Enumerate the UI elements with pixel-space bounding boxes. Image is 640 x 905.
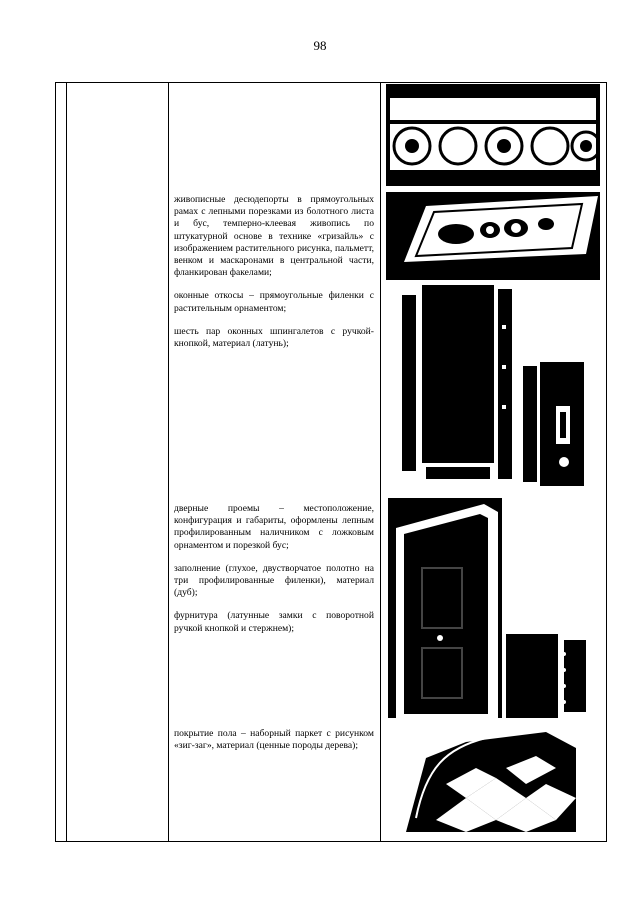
window-reveal-photo — [398, 285, 516, 485]
paragraph-door-openings: дверные проемы – местоположение, конфигурация и габариты, оформлены лепным профилированным наличником с ложковым орнаментом и порезкой бус; — [174, 503, 374, 551]
espagnolette-photo — [520, 362, 584, 486]
column-divider — [380, 83, 381, 841]
door-photo — [388, 498, 502, 718]
parquet-photo — [406, 728, 576, 832]
paragraph-door-filling: заполнение (глухое, двустворчатое полотно на три профилированные филенки), материал (дуб); — [174, 562, 374, 599]
page-number: 98 — [313, 38, 327, 53]
paragraph-sopraporte: живописные десюдепорты в прямоугольных рамах с лепными порезками из болотного листа и бус, темперно-клеевая живопись по штукатурной основе в технике «гризайль» с изображением растительного рисунка, пальметт, венком и маскаронами в центральной части, фланкирован факелами; — [174, 194, 374, 279]
frieze-photo — [386, 84, 600, 186]
text-section-doors — [174, 503, 374, 646]
door-lock-photo — [506, 634, 596, 718]
paragraph-window-reveals: оконные откосы – прямоугольные филенки с растительным орнаментом; — [174, 290, 374, 314]
column-divider — [168, 83, 169, 841]
sopraporte-photo — [386, 192, 600, 280]
frieze-ornament — [386, 84, 600, 186]
text-section-floor — [174, 728, 374, 763]
text-section-sopraporte — [174, 194, 374, 361]
paragraph-parquet: покрытие пола – наборный паркет с рисунком «зиг-заг», материал (ценные породы дерева); — [174, 728, 374, 752]
paragraph-espagnolettes: шесть пар оконных шпингалетов с ручкой-кнопкой, материал (латунь); — [174, 325, 374, 350]
column-divider — [66, 83, 67, 841]
paragraph-door-hardware: фурнитура (латунные замки с поворотной ручкой кнопкой и стержнем); — [174, 610, 374, 634]
